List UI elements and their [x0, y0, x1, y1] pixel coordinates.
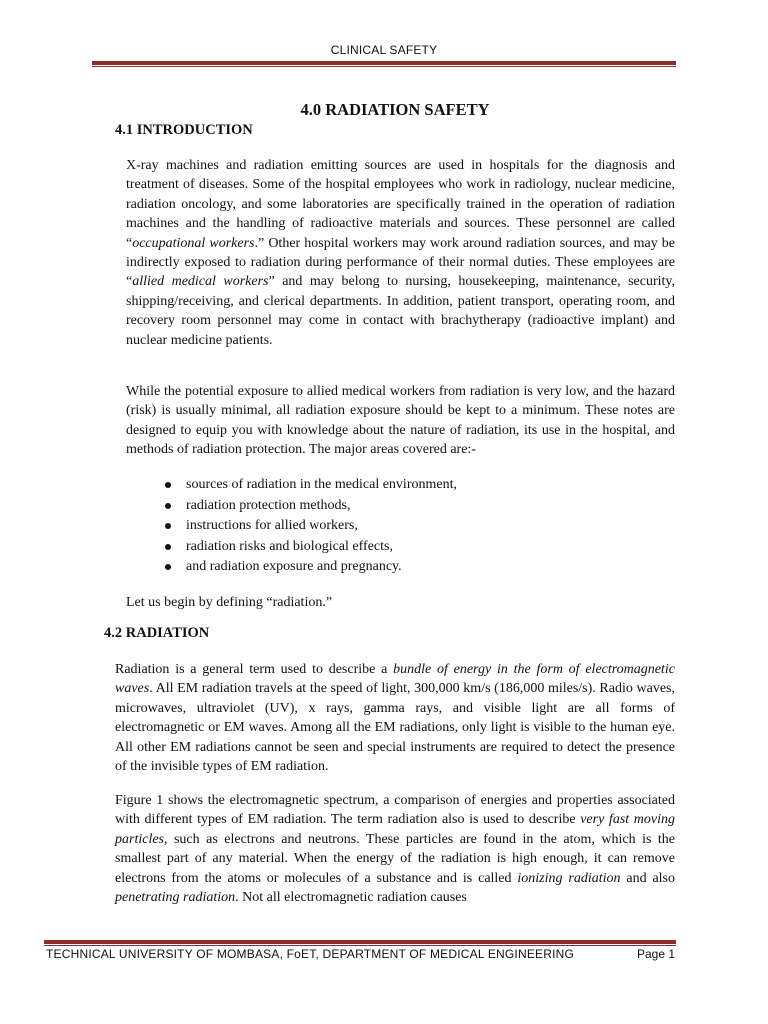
emphasis-fast-moving-particles: very fast moving particles — [115, 812, 676, 847]
radiation-paragraph-2: Figure 1 shows the electromagnetic spectrum, a comparison of energies and properties associated with different types of EM radiation. The term radiation also is used to describe very fast moving particles, such as electrons and neutrons. These particles are found in the atom, which is the smallest part of any material. When the energy of the radiation is high enough, it can remove electrons from the atoms or molecules of a substance and is called ionizing radiation and also penetrating radiation. Not all electromagnetic radiation causes — [115, 793, 676, 906]
footer-institution: TECHNICAL UNIVERSITY OF MOMBASA, FoET, DEPARTMENT OF MEDICAL ENGINEERING — [46, 947, 575, 961]
emphasis-penetrating-radiation: penetrating radiation — [115, 890, 236, 906]
intro-paragraph-1: X-ray machines and radiation emitting sources are used in hospitals for the diagnosis and treatment of diseases. Some of the hospital employees who work in radiology, nuclear medicine, radiation oncology, and some laboratories are specifically trained in the operation of radiation machines and the handling of radioactive materials and sources. These personnel are called “occupational workers.” Other hospital workers may work around radiation sources, and may be indirectly exposed to radiation during performance of their normal duties. These employees are “allied medical workers” and may belong to nursing, housekeeping, maintenance, security, shipping/receiving, and clerical departments. In addition, patient transport, operating room, and recovery room personnel may come in contact with brachytherapy (radioactive implant) and nuclear medicine patients. — [126, 158, 676, 348]
radiation-paragraph-1: Radiation is a general term used to describe a bundle of energy in the form of electromagnetic waves. All EM radiation travels at the speed of light, 300,000 km/s (186,000 miles/s). Radio waves, microwaves, ultraviolet (UV), x rays, gamma rays, and visible light are all forms of electromagnetic or EM waves. Among all the EM radiations, only light is visible to the human eye. All other EM radiations cannot be seen and special instruments are required to detect the presence of the invisible types of EM radiation. — [115, 662, 676, 775]
chapter-title: 4.0 RADIATION SAFETY — [300, 100, 490, 119]
emphasis-bundle-of-energy: bundle of energy in the form of electromagnetic waves — [115, 662, 676, 697]
list-item: instructions for allied workers, — [186, 516, 457, 537]
section-heading-radiation: 4.2 RADIATION — [104, 625, 210, 641]
covered-areas-list — [186, 475, 457, 578]
list-item: and radiation exposure and pregnancy. — [186, 557, 457, 578]
intro-paragraph-2: While the potential exposure to allied medical workers from radiation is very low, and the hazard (risk) is usually minimal, all radiation exposure should be kept to a minimum. These notes are designed to equip you with knowledge about the nature of radiation, its use in the hospital, and methods of radiation protection. The major areas covered are:- — [126, 384, 675, 458]
emphasis-occupational-workers: occupational workers — [132, 235, 255, 251]
footer-rule-thick — [44, 940, 676, 944]
emphasis-ionizing-radiation: ionizing radiation — [517, 870, 621, 886]
section-heading-introduction: 4.1 INTRODUCTION — [115, 122, 253, 138]
footer-rule-thin — [44, 945, 676, 946]
list-item: radiation protection methods, — [186, 496, 457, 517]
page-number: Page 1 — [637, 947, 676, 961]
running-header: CLINICAL SAFETY — [330, 43, 438, 57]
intro-paragraph-3: Let us begin by defining “radiation.” — [126, 595, 333, 610]
list-item: sources of radiation in the medical environment, — [186, 475, 457, 496]
emphasis-allied-medical-workers: allied medical workers — [132, 274, 269, 290]
header-rule-thick — [92, 61, 676, 65]
list-item: radiation risks and biological effects, — [186, 537, 457, 558]
header-rule-thin — [92, 66, 676, 67]
